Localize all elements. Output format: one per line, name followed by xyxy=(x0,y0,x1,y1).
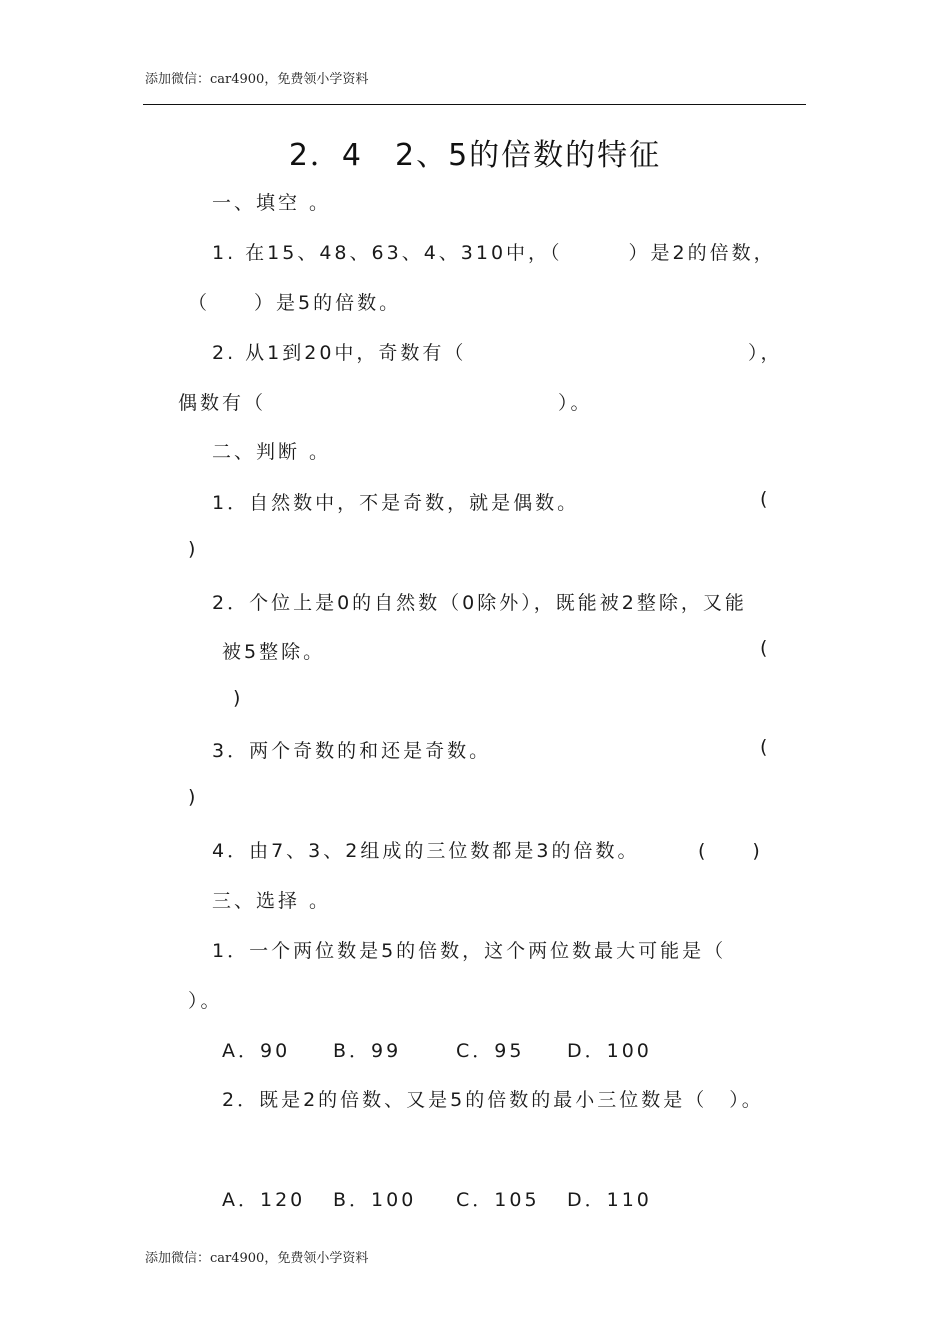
judge-q1-open-paren: ( xyxy=(760,488,771,510)
choice-q1-line2: ）。 xyxy=(188,990,223,1012)
judge-q2-open-paren: ( xyxy=(760,637,771,659)
page-title: 2．4 2、5的倍数的特征 xyxy=(288,138,662,173)
fill-q1-line1: 1. 在15、48、63、4、310中，（ ）是2的倍数， xyxy=(212,242,776,264)
choice-q2-option-c: C．105 xyxy=(456,1189,540,1211)
judge-q1-close-paren: ) xyxy=(188,538,199,560)
choice-q1-option-d: D．100 xyxy=(567,1040,652,1062)
header-note: 添加微信：car4900，免费领小学资料 xyxy=(145,72,369,87)
choice-q1-option-c: C．95 xyxy=(456,1040,525,1062)
judge-q2-line2: 被5整除。 xyxy=(222,641,326,663)
section-judge-heading: 二、判断 。 xyxy=(212,441,332,463)
choice-q2-option-b: B．100 xyxy=(333,1189,417,1211)
judge-q4-paren: ( ) xyxy=(698,840,763,862)
choice-q1-line1: 1．一个两位数是5的倍数，这个两位数最大可能是（ xyxy=(212,940,727,962)
fill-q2-line2: 偶数有（ xyxy=(178,392,267,414)
fill-q2-line2-end: ）。 xyxy=(558,392,593,414)
choice-q1-option-b: B．99 xyxy=(333,1040,402,1062)
fill-q2-line1-end: ）， xyxy=(748,342,783,364)
judge-q3-text: 3．两个奇数的和还是奇数。 xyxy=(212,740,492,762)
fill-q2-line1: 2. 从1到20中，奇数有（ xyxy=(212,342,467,364)
choice-q2-option-d: D．110 xyxy=(567,1189,652,1211)
footer-note: 添加微信：car4900，免费领小学资料 xyxy=(145,1251,369,1266)
choice-q1-option-a: A．90 xyxy=(222,1040,291,1062)
judge-q4-text: 4．由7、3、2组成的三位数都是3的倍数。 xyxy=(212,840,640,862)
judge-q3-open-paren: ( xyxy=(760,736,771,758)
header-rule xyxy=(143,104,806,105)
judge-q3-close-paren: ) xyxy=(188,786,199,808)
judge-q2-line1: 2．个位上是0的自然数（0除外），既能被2整除，又能 xyxy=(212,592,747,614)
judge-q1-text: 1．自然数中，不是奇数，就是偶数。 xyxy=(212,492,580,514)
section-fill-heading: 一、填空 。 xyxy=(212,192,332,214)
fill-q1-line2: （ ）是5的倍数。 xyxy=(188,292,402,314)
choice-q2-option-a: A．120 xyxy=(222,1189,306,1211)
choice-q2-text: 2．既是2的倍数、又是5的倍数的最小三位数是（ ）。 xyxy=(222,1089,764,1111)
judge-q2-close-paren: ) xyxy=(233,687,244,709)
section-choice-heading: 三、选择 。 xyxy=(212,890,332,912)
